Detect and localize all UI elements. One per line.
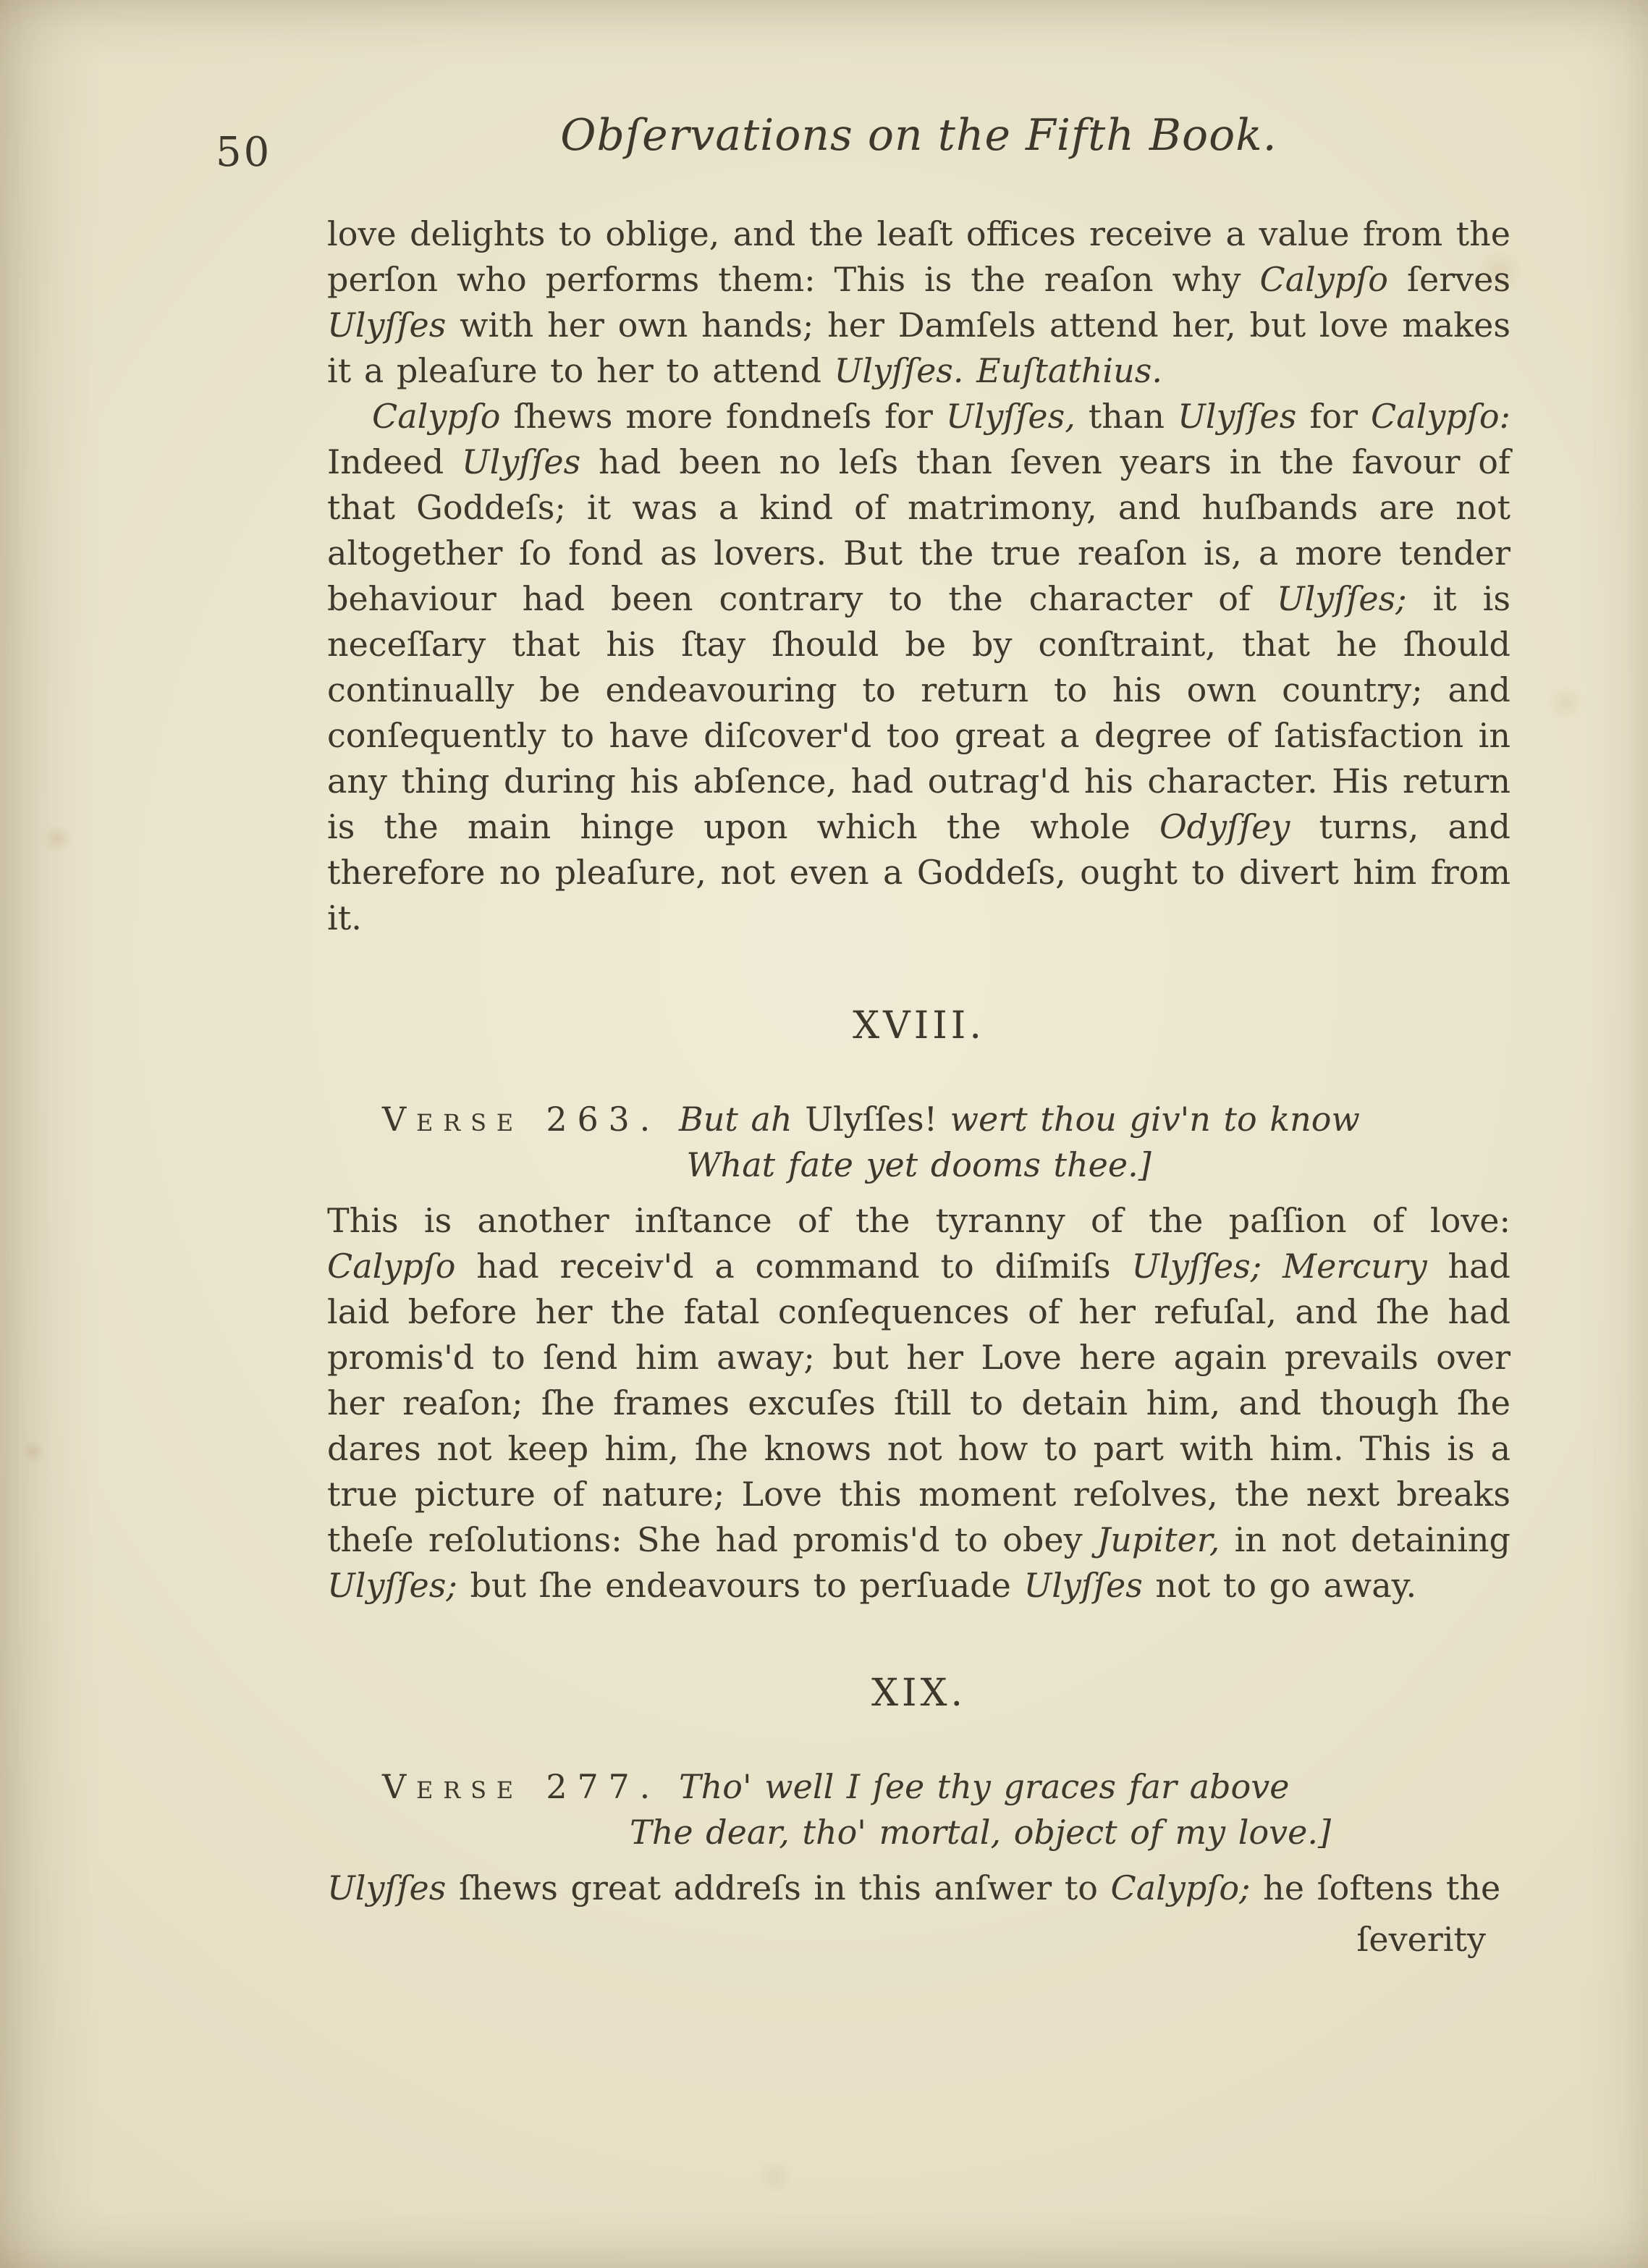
paragraph-commentary-277: Ulyſſes ſhews great addreſs in this anſwer to Calypſo; he ſoftens the bbox=[327, 1868, 1501, 1907]
verse-line bbox=[327, 1097, 1510, 1142]
catchword: ſeverity bbox=[1356, 1920, 1486, 1959]
verse-quote-263 bbox=[327, 1097, 1510, 1188]
verse-line bbox=[327, 1764, 1510, 1810]
page-number: 50 bbox=[216, 129, 272, 176]
section-heading-xviii: XVIII. bbox=[853, 1004, 985, 1047]
paragraph-calypso-fondness: Calypſo ſhews more fondneſs for Ulyſſes, than Ulyſſes for Calypſo: Indeed Ulyſſes had been no leſs than ſeven years in the favour of that Goddeſs; it was a kind of matrimony, and huſbands are not altogether ſo fond as lovers. But the true reaſon is, a more tender behaviour had been contrary to the character of Ulyſſes; it is neceſſary that his ſtay ſhould be by conſtraint, that he ſhould continually be endeavouring to return to his own country; and conſequently to have diſcover'd too great a degree of ſatisfaction in any thing during his abſence, had outrag'd his character. His return is the main hinge upon which the whole Odyſſey turns, and therefore no pleaſure, not even a Goddeſs, ought to divert him from it. bbox=[327, 397, 1511, 937]
paragraph-commentary-263: This is another inſtance of the tyranny of the paſſion of love: Calypſo had receiv'd a command to diſmiſs Ulyſſes; Mercury had laid before her the fatal conſequences of her refuſal, and ſhe had promis'd to ſend him away; but her Love here again prevails over her reaſon; ſhe frames excuſes ſtill to detain him, and though ſhe dares not keep him, ſhe knows not how to part with him. This is a true picture of nature; Love this moment reſolves, the next breaks theſe reſolutions: She had promis'd to obey Jupiter, in not detaining Ulyſſes; but ſhe endeavours to perſuade Ulyſſes not to go away. bbox=[327, 1201, 1510, 1605]
verse-text: But ah Ulyſſes! wert thou giv'n to know bbox=[679, 1100, 1360, 1139]
verse-text: Tho' well I ſee thy graces far above bbox=[679, 1767, 1290, 1806]
section-heading-xix: XIX. bbox=[871, 1672, 967, 1715]
verse-label: Verse 263. bbox=[382, 1100, 660, 1139]
verse-label: Verse 277. bbox=[382, 1767, 660, 1806]
verse-quote-277 bbox=[327, 1764, 1510, 1855]
verse-line: The dear, tho' mortal, object of my love.] bbox=[630, 1813, 1331, 1852]
paragraph-continuation: love delights to oblige, and the leaſt offices receive a value from the perſon who performs them: This is the reaſon why Calypſo ſerves Ulyſſes with her own hands; her Damſels attend her, but love makes it a pleaſure to her to attend Ulyſſes. Euſtathius. bbox=[327, 214, 1510, 390]
verse-line: What fate yet dooms thee.] bbox=[686, 1145, 1152, 1184]
running-title: Obſervations on the Fifth Book. bbox=[560, 110, 1277, 161]
text-block bbox=[327, 211, 1510, 1963]
